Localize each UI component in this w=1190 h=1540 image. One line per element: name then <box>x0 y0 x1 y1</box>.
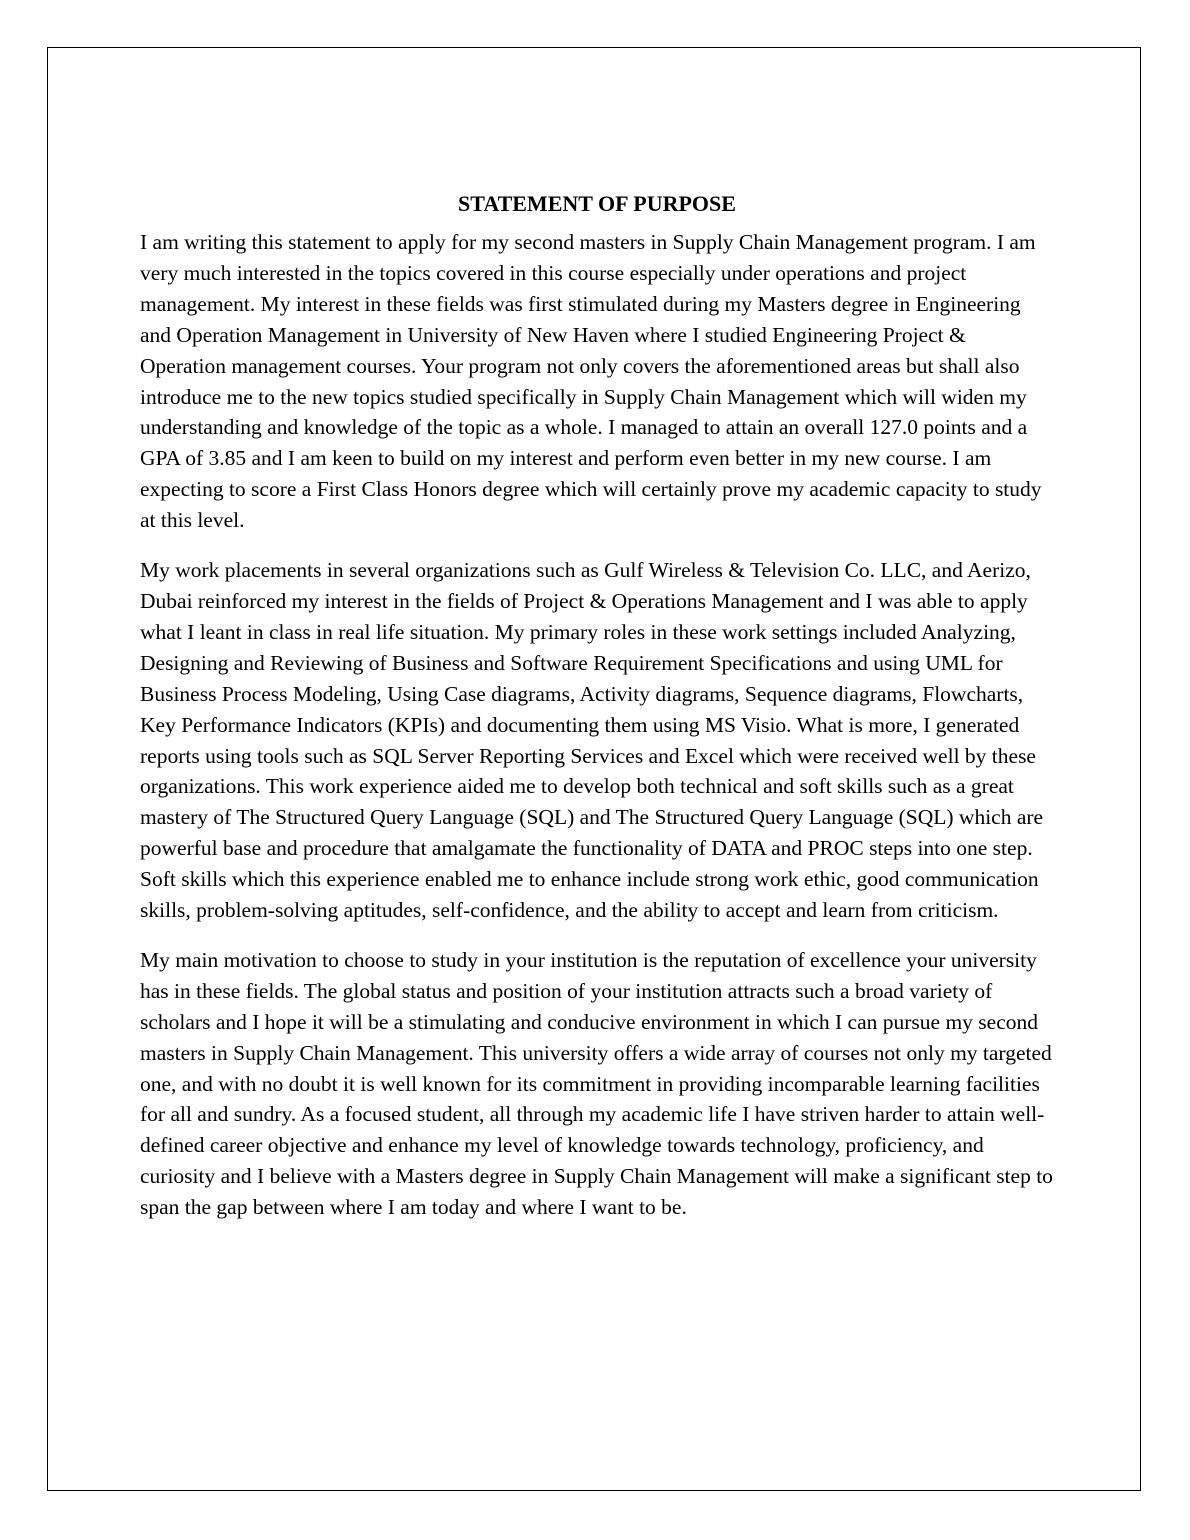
paragraph-motivation: My main motivation to choose to study in your institution is the reputation of excellence your university has in these fields. The global status and position of your institution attracts such a broad variety of scholars and I hope it will be a stimulating and conducive environment in which I can pursue my second masters in Supply Chain Management. This university offers a wide array of courses not only my targeted one, and with no doubt it is well known for its commitment in providing incomparable learning facilities for all and sundry. As a focused student, all through my academic life I have striven harder to attain well-defined career objective and enhance my level of knowledge towards technology, proficiency, and curiosity and I believe with a Masters degree in Supply Chain Management will make a significant step to span the gap between where I am today and where I want to be. <box>140 947 1053 1220</box>
document-body <box>140 188 1054 1242</box>
paragraph-intro: I am writing this statement to apply for my second masters in Supply Chain Management program. I am very much interested in the topics covered in this course especially under operations and project management. My interest in these fields was first stimulated during my Masters degree in Engineering and Operation Management in University of New Haven where I studied Engineering Project & Operation management courses. Your program not only covers the aforementioned areas but shall also introduce me to the new topics studied specifically in Supply Chain Management which will widen my understanding and knowledge of the topic as a whole. I managed to attain an overall 127.0 points and a GPA of 3.85 and I am keen to build on my interest and perform even better in my new course. I am expecting to score a First Class Honors degree which will certainly prove my academic capacity to study at this level. <box>140 230 1042 533</box>
paragraph-work-experience: My work placements in several organizations such as Gulf Wireless & Television Co. LLC, and Aerizo, Dubai reinforced my interest in the fields of Project & Operations Management and I was able to apply what I leant in class in real life situation. My primary roles in these work settings included Analyzing, Designing and Reviewing of Business and Software Requirement Specifications and using UML for Business Process Modeling, Using Case diagrams, Activity diagrams, Sequence diagrams, Flowcharts, Key Performance Indicators (KPIs) and documenting them using MS Visio. What is more, I generated reports using tools such as SQL Server Reporting Services and Excel which were received well by these organizations. This work experience aided me to develop both technical and soft skills such as a great mastery of The Structured Query Language (SQL) and The Structured Query Language (SQL) which are powerful base and procedure that amalgamate the functionality of DATA and PROC steps into one step. Soft skills which this experience enabled me to enhance include strong work ethic, good communication skills, problem-solving aptitudes, self-confidence, and the ability to accept and learn from criticism. <box>140 558 1044 923</box>
page-title: STATEMENT OF PURPOSE <box>458 191 736 216</box>
